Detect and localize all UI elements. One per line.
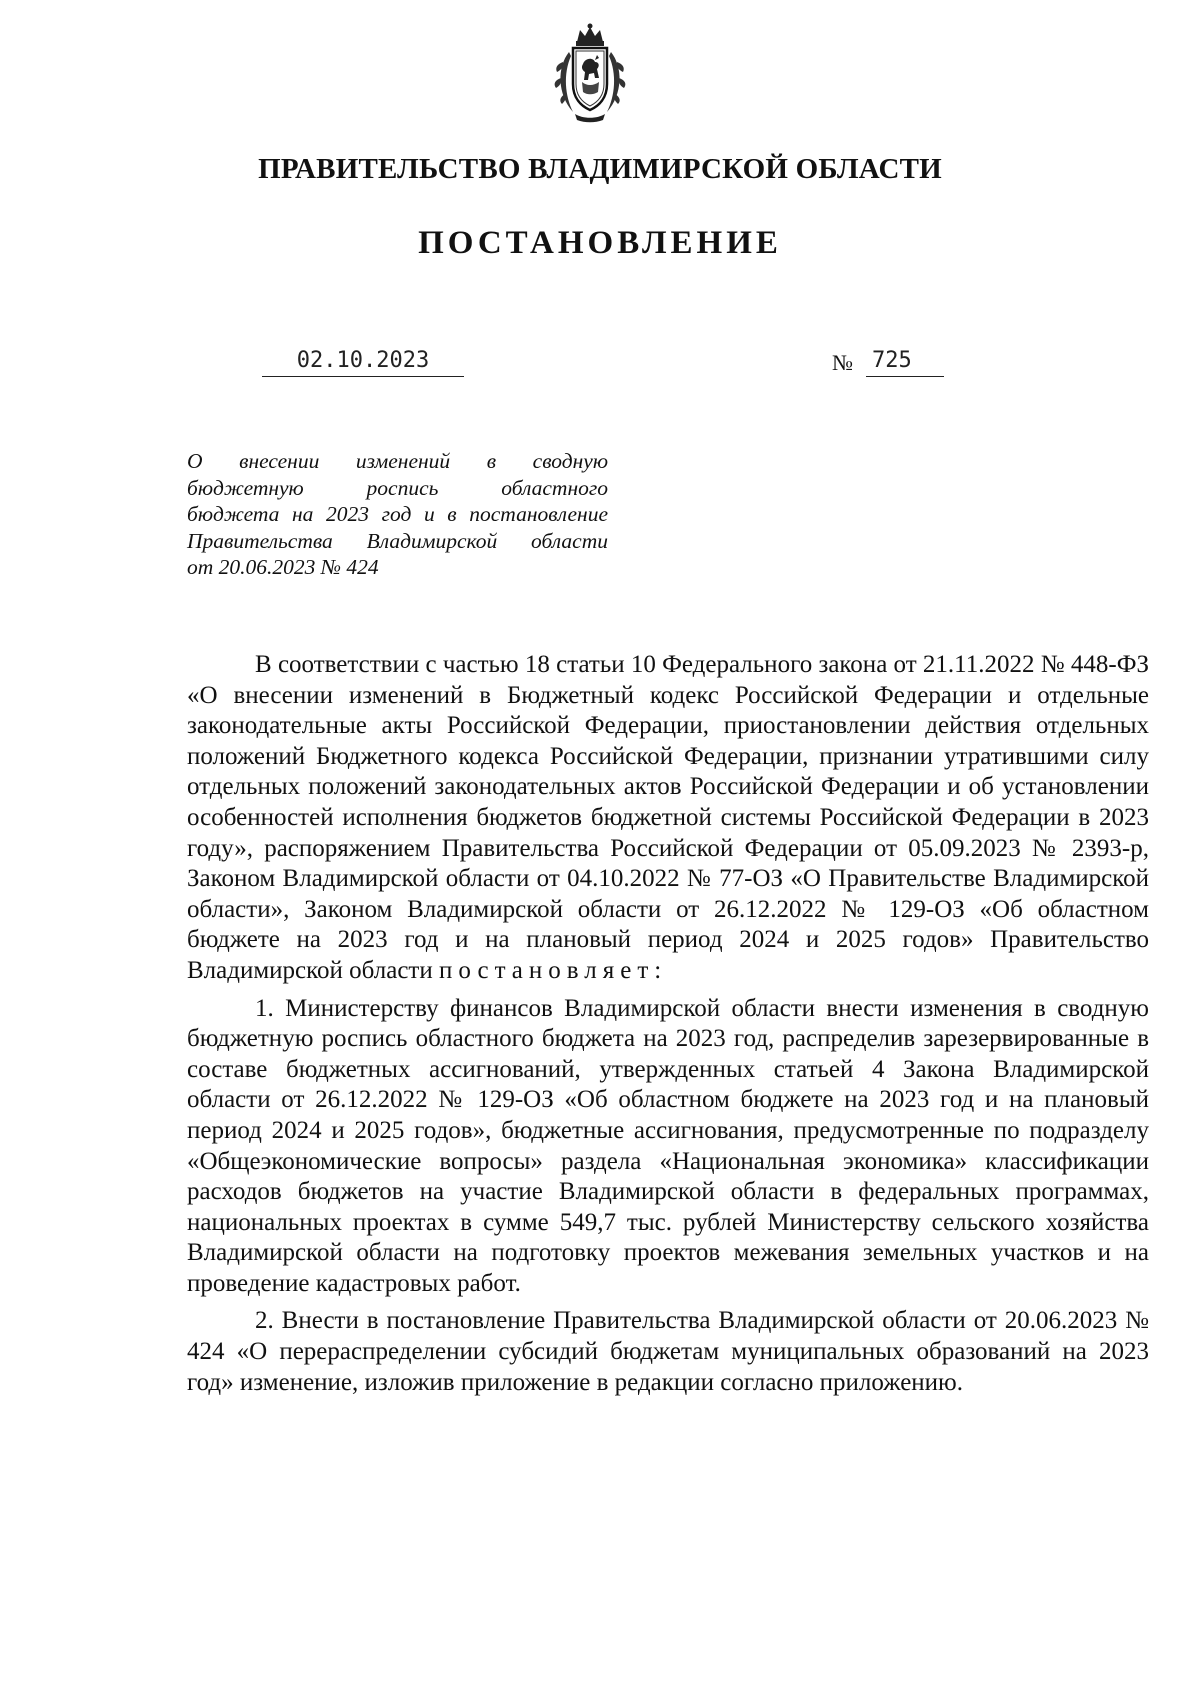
government-title: ПРАВИТЕЛЬСТВО ВЛАДИМИРСКОЙ ОБЛАСТИ: [258, 153, 942, 185]
coat-of-arms-icon: [549, 22, 631, 124]
item-1-paragraph: 1. Министерству финансов Владимирской области внести изменения в сводную бюджетную роспись областного бюджета на 2023 год, распределив зарезервированные в составе бюджетных ассигнований, утвержденных статьей 4 Закона Владимирской области от 26.12.2022 № 129-ОЗ «Об областном бюджете на 2023 год и на плановый период 2024 и 2025 годов», бюджетные ассигнования, предусмотренные по подразделу «Общеэкономические вопросы» раздела «Национальная экономика» классификации расходов бюджетов на участие Владимирской области в федеральных программах, национальных проектах в сумме 549,7 тыс. рублей Министерству сельского хозяйства Владимирской области на подготовку проектов межевания земельных участков и на проведение кадастровых работ.: [187, 994, 1149, 1297]
subject-line: Правительства Владимирской области: [187, 528, 608, 553]
item-2-paragraph: 2. Внести в постановление Правительства Владимирской области от 20.06.2023 № 424 «О перераспределении субсидий бюджетам муниципальных образований на 2023 год» изменение, изложив приложение в редакции согласно приложению.: [187, 1307, 1149, 1396]
subject-line: бюджетную роспись областного: [187, 475, 608, 500]
document-type-title: ПОСТАНОВЛЕНИЕ: [418, 225, 782, 261]
document-number-label: №: [832, 350, 853, 375]
decree-word: постановляет:: [438, 956, 668, 984]
document-body: [187, 650, 1149, 1398]
document-subject: [187, 448, 608, 581]
subject-line: О внесении изменений в сводную: [187, 449, 608, 473]
subject-line: от 20.06.2023 № 424: [187, 555, 379, 579]
document-number: 725: [866, 348, 944, 377]
document-date: 02.10.2023: [262, 348, 464, 377]
preamble-text: В соответствии с частью 18 статьи 10 Федерального закона от 21.11.2022 № 448-ФЗ «О внесении изменений в Бюджетный кодекс Российской Федерации и отдельные законодательные акты Российской Федерации, приостановлении действия отдельных положений Бюджетного кодекса Российской Федерации, признании утратившими силу отдельных положений законодательных актов Российской Федерации и об установлении особенностей исполнения бюджетов бюджетной системы Российской Федерации в 2023 году», распоряжением Правительства Российской Федерации от 05.09.2023 № 2393-р, Законом Владимирской области от 04.10.2022 № 77-ОЗ «О Правительстве Владимирской области», Законом Владимирской области от 26.12.2022 № 129-ОЗ «Об областном бюджете на 2023 год и на плановый период 2024 и 2025 годов» Правительство Владимирской области: [187, 651, 1149, 984]
subject-line: бюджета на 2023 год и в постановление: [187, 502, 608, 526]
preamble-paragraph: [187, 650, 1149, 987]
